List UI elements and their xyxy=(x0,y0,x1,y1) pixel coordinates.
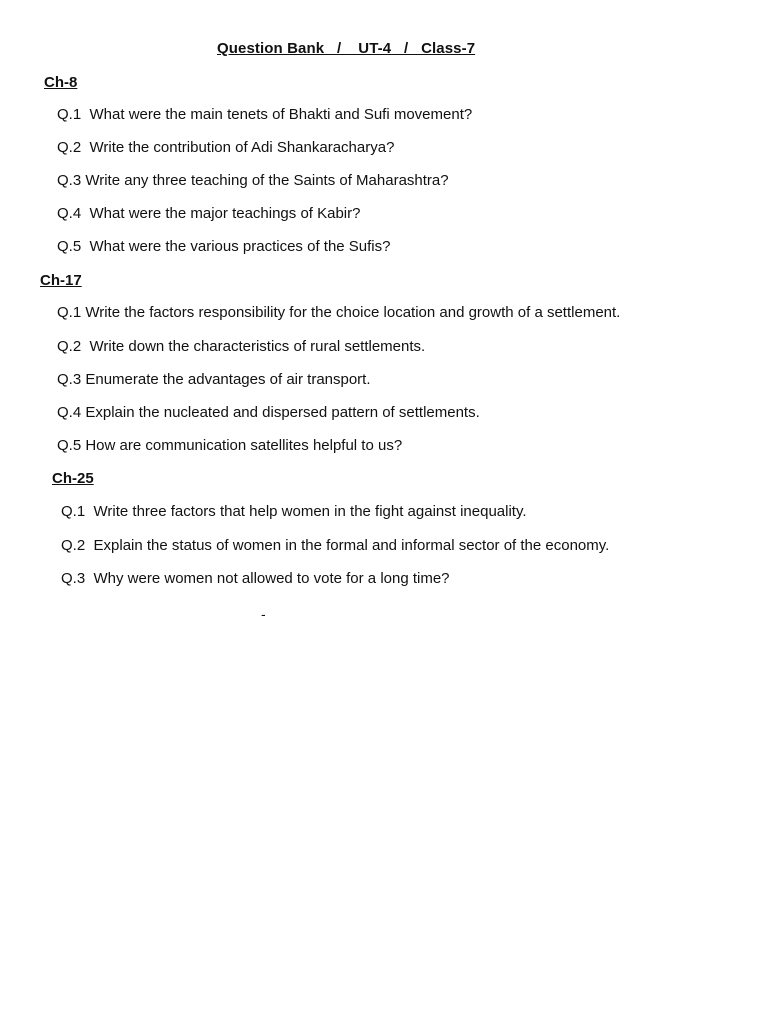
page-title: Question Bank / UT-4 / Class-7 xyxy=(217,40,476,57)
question-item: Q.2 Write down the characteristics of rural settlements. xyxy=(57,338,426,355)
question-item: Q.3 Write any three teaching of the Saints of Maharashtra? xyxy=(57,172,449,189)
question-item: Q.1 What were the main tenets of Bhakti and Sufi movement? xyxy=(57,106,473,123)
question-item: Q.2 Write the contribution of Adi Shankaracharya? xyxy=(57,139,395,156)
section-heading-ch17: Ch-17 xyxy=(40,272,82,289)
question-item: Q.3 Enumerate the advantages of air transport. xyxy=(57,371,371,388)
question-item: Q.4 What were the major teachings of Kabir? xyxy=(57,205,361,222)
question-item: Q.5 What were the various practices of the Sufis? xyxy=(57,238,391,255)
section-heading-ch8: Ch-8 xyxy=(44,74,78,91)
question-item: Q.1 Write three factors that help women in the fight against inequality. xyxy=(61,503,527,520)
section-heading-ch25: Ch-25 xyxy=(52,470,94,487)
stray-mark: - xyxy=(261,606,266,622)
question-item: Q.5 How are communication satellites helpful to us? xyxy=(57,437,403,454)
question-item: Q.4 Explain the nucleated and dispersed pattern of settlements. xyxy=(57,404,480,421)
question-item: Q.1 Write the factors responsibility for the choice location and growth of a settlement. xyxy=(57,304,621,321)
question-item: Q.2 Explain the status of women in the formal and informal sector of the economy. xyxy=(61,537,610,554)
question-item: Q.3 Why were women not allowed to vote for a long time? xyxy=(61,570,450,587)
